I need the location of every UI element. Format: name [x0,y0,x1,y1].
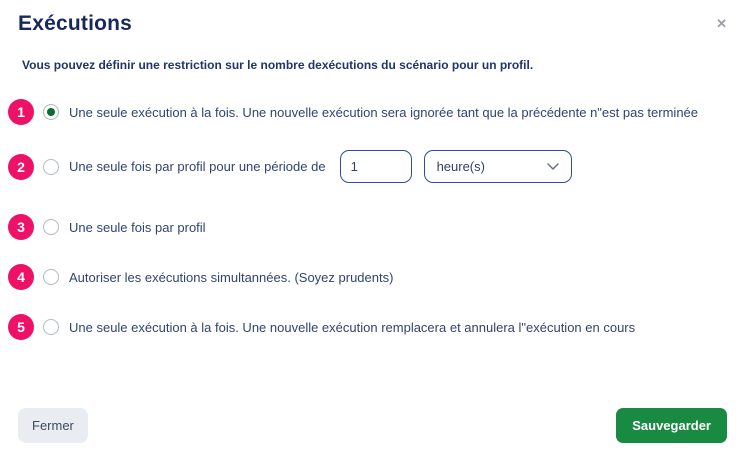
chevron-down-icon [547,159,559,174]
option-row-single-execution-replace [8,314,735,340]
option-row-once-per-profile [8,214,735,240]
modal-header [18,12,735,36]
option-label-4: Autoriser les exécutions simultannées. (Soyez prudents) [69,269,394,285]
close-icon[interactable]: ✕ [716,16,727,31]
option-label-2: Une seule fois par profil pour une période de [69,159,326,174]
radio-once-per-profile-period[interactable] [43,159,59,175]
option-label-3: Une seule fois par profil [69,219,206,235]
period-value-input[interactable] [340,150,412,183]
option-label-5: Une seule exécution à la fois. Une nouvelle exécution remplacera et annulera l"exécution en cours [69,319,636,335]
option-row-single-execution-ignore [8,99,735,125]
fermer-button[interactable]: Fermer [18,408,88,443]
radio-once-per-profile[interactable] [43,219,59,235]
step-badge-5: 5 [8,314,34,340]
step-badge-2: 2 [8,154,34,180]
radio-single-execution-replace[interactable] [43,319,59,335]
option-label-1: Une seule exécution à la fois. Une nouvelle exécution sera ignorée tant que la précédente n"est pas terminée [69,104,699,120]
option-row-simultaneous-executions [8,264,735,290]
period-unit-selected-value: heure(s) [436,159,485,174]
step-badge-1: 1 [8,99,34,125]
period-unit-select[interactable] [424,150,572,183]
sauvegarder-button[interactable]: Sauvegarder [616,408,727,443]
step-badge-4: 4 [8,264,34,290]
page-title: Exécutions [18,12,133,35]
radio-simultaneous-executions[interactable] [43,269,59,285]
step-badge-3: 3 [8,214,34,240]
radio-single-execution-ignore[interactable] [43,104,59,120]
modal-footer [18,408,727,443]
modal-subtitle: Vous pouvez définir une restriction sur le nombre dexécutions du scénario pour un profil. [22,58,534,72]
option-row-once-per-profile-period [8,150,735,183]
